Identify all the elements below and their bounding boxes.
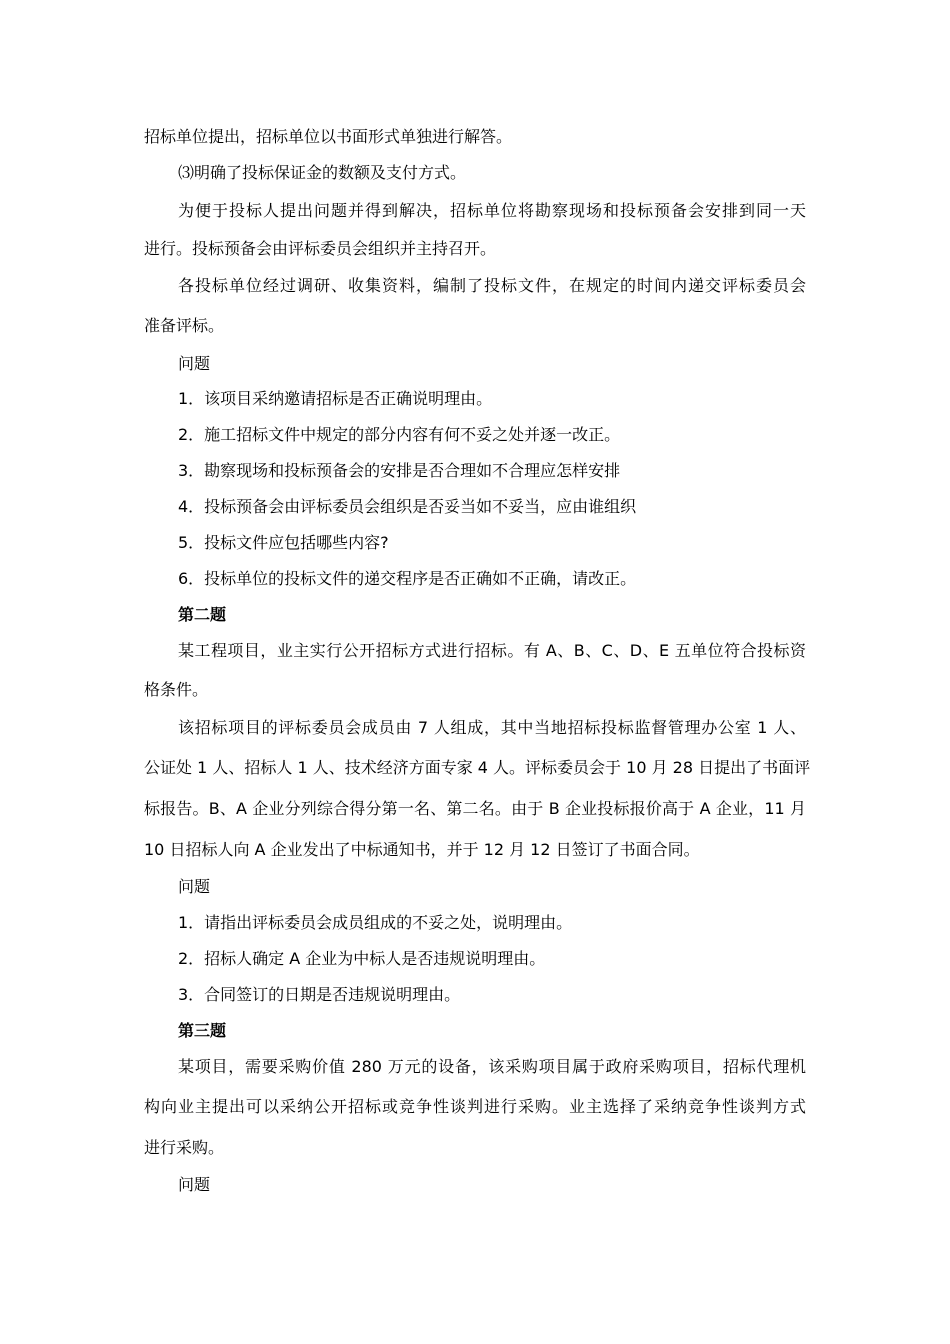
text-line: 为便于投标人提出问题并得到解决，招标单位将勘察现场和投标预备会安排到同一天 — [178, 201, 806, 220]
question-item: 6．投标单位的投标文件的递交程序是否正确如不正确，请改正。 — [178, 569, 637, 588]
question-item: 2．招标人确定 A 企业为中标人是否违规说明理由。 — [178, 949, 546, 968]
text-line: 标报告。B、A 企业分列综合得分第一名、第二名。由于 B 企业投标报价高于 A 企业，11 月 — [144, 799, 806, 818]
text-line: 招标单位提出，招标单位以书面形式单独进行解答。 — [144, 127, 513, 146]
question-item: 3．合同签订的日期是否违规说明理由。 — [178, 985, 461, 1004]
question-item: 5．投标文件应包括哪些内容? — [178, 533, 389, 552]
question-item: 1．该项目采纳邀请招标是否正确说明理由。 — [178, 389, 493, 408]
text-line: 某项目，需要采购价值 280 万元的设备，该采购项目属于政府采购项目，招标代理机 — [178, 1057, 806, 1076]
text-line: 各投标单位经过调研、收集资料，编制了投标文件，在规定的时间内递交评标委员会 — [178, 276, 806, 295]
text-line: 公证处 1 人、招标人 1 人、技术经济方面专家 4 人。评标委员会于 10 月 28 日提出了书面评 — [144, 758, 811, 777]
section-heading: 问题 — [178, 1175, 211, 1194]
question-item: 4．投标预备会由评标委员会组织是否妥当如不妥当，应由谁组织 — [178, 497, 637, 516]
section-title: 第三题 — [178, 1021, 227, 1040]
text-line: 某工程项目，业主实行公开招标方式进行招标。有 A、B、C、D、E 五单位符合投标资 — [178, 641, 806, 660]
question-item: 1．请指出评标委员会成员组成的不妥之处，说明理由。 — [178, 913, 573, 932]
text-line: ⑶明确了投标保证金的数额及支付方式。 — [178, 163, 467, 182]
question-item: 3．勘察现场和投标预备会的安排是否合理如不合理应怎样安排 — [178, 461, 621, 480]
section-heading: 问题 — [178, 877, 211, 896]
text-line: 进行。投标预备会由评标委员会组织并主持召开。 — [144, 239, 497, 258]
section-heading: 问题 — [178, 354, 211, 373]
text-line: 该招标项目的评标委员会成员由 7 人组成，其中当地招标投标监督管理办公室 1 人、 — [178, 718, 806, 737]
text-line: 格条件。 — [144, 680, 209, 699]
text-line: 10 日招标人向 A 企业发出了中标通知书，并于 12 月 12 日签订了书面合同。 — [144, 840, 700, 859]
text-line: 准备评标。 — [144, 316, 225, 335]
question-item: 2．施工招标文件中规定的部分内容有何不妥之处并逐一改正。 — [178, 425, 621, 444]
text-line: 进行采购。 — [144, 1138, 225, 1157]
section-title: 第二题 — [178, 605, 227, 624]
text-line: 构向业主提出可以采纳公开招标或竞争性谈判进行采购。业主选择了采纳竞争性谈判方式 — [144, 1097, 806, 1116]
